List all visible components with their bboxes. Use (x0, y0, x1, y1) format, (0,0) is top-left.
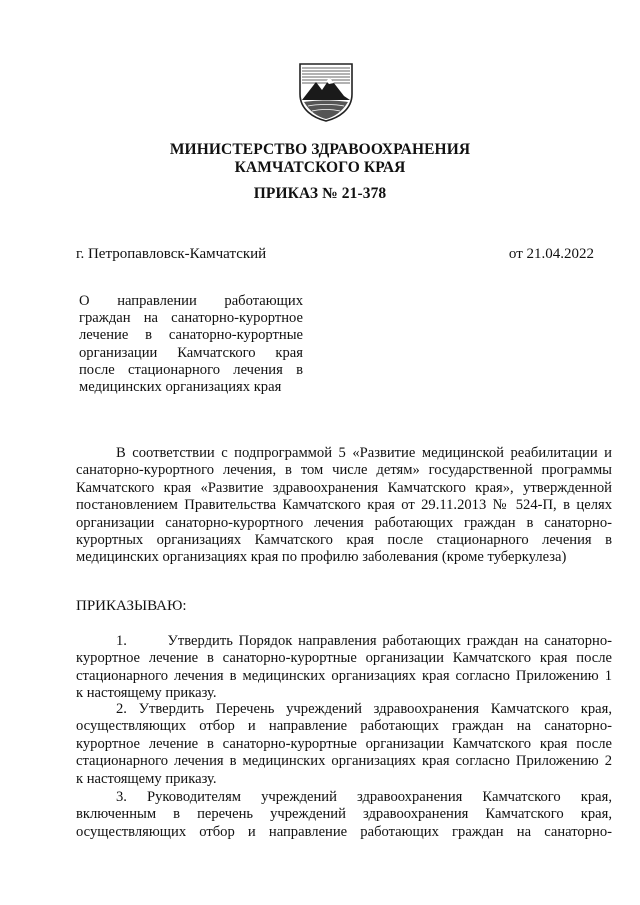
item1-line: стационарного лечения в медицинских организациях края согласно Приложению 1 (76, 667, 612, 684)
order-directive-word: ПРИКАЗЫВАЮ: (76, 598, 187, 614)
ministry-name-line1: МИНИСТЕРСТВО ЗДРАВООХРАНЕНИЯ (169, 141, 471, 158)
preamble-line: организации санаторно-курортного лечения работающих граждан в санаторно- (76, 514, 612, 531)
item1-line: к настоящему приказу. (76, 685, 217, 702)
issue-date: от 21.04.2022 (508, 246, 594, 262)
preamble-line: медицинских организациях края по профилю заболевания (кроме туберкулеза) (76, 549, 567, 566)
subject-line: после стационарного лечения в (79, 361, 303, 378)
item2-line: к настоящему приказу. (76, 770, 217, 787)
order-title: ПРИКАЗ № 21-378 (253, 185, 387, 202)
item2-line: стационарного лечения в медицинских организациях края согласно Приложению 2 (76, 753, 612, 770)
preamble-line: постановлением Правительства Камчатского края от 29.11.2013 № 524-П, в целях (76, 497, 612, 514)
ministry-name-line2: КАМЧАТСКОГО КРАЯ (234, 159, 406, 176)
preamble-line: санаторно-курортного лечения, в том числе детям» государственной программы (76, 462, 612, 479)
subject-line: граждан на санаторно-курортное (79, 310, 303, 327)
preamble-paragraph (76, 445, 612, 567)
order-item-1 (76, 633, 612, 703)
item2-line: 2. Утвердить Перечень учреждений здравоохранения Камчатского края, (116, 701, 612, 717)
subject-line: организации Камчатского края (79, 344, 303, 361)
preamble-line: В соответствии с подпрограммой 5 «Развитие медицинской реабилитации и (116, 445, 612, 461)
item3-line: включенным в перечень учреждений здравоохранения Камчатского края, (76, 806, 612, 823)
item1-line: 1. Утвердить Порядок направления работающих граждан на санаторно- (116, 633, 612, 649)
item2-line: осуществляющих отбор и направление работающих граждан на санаторно- (76, 718, 612, 735)
item3-line: осуществляющих отбор и направление работающих граждан на санаторно- (76, 823, 612, 840)
subject-line: лечение в санаторно-курортные (79, 327, 303, 344)
order-subject (79, 293, 303, 396)
issue-city: г. Петропавловск-Камчатский (76, 246, 267, 262)
order-item-2 (76, 701, 612, 788)
item3-line: 3. Руководителям учреждений здравоохранения Камчатского края, (116, 789, 612, 805)
item1-line: курортное лечение в санаторно-курортные организации Камчатского края после (76, 650, 612, 667)
kamchatka-coat-of-arms-icon (296, 60, 356, 122)
subject-line: медицинских организациях края (79, 379, 282, 396)
subject-line: О направлении работающих (79, 293, 303, 309)
preamble-line: курортных организациях Камчатского края после стационарного лечения в (76, 532, 612, 549)
preamble-line: Камчатского края «Развитие здравоохранения Камчатского края», утвержденной (76, 479, 612, 496)
item2-line: курортное лечение в санаторно-курортные организации Камчатского края после (76, 735, 612, 752)
order-item-3 (76, 789, 612, 841)
